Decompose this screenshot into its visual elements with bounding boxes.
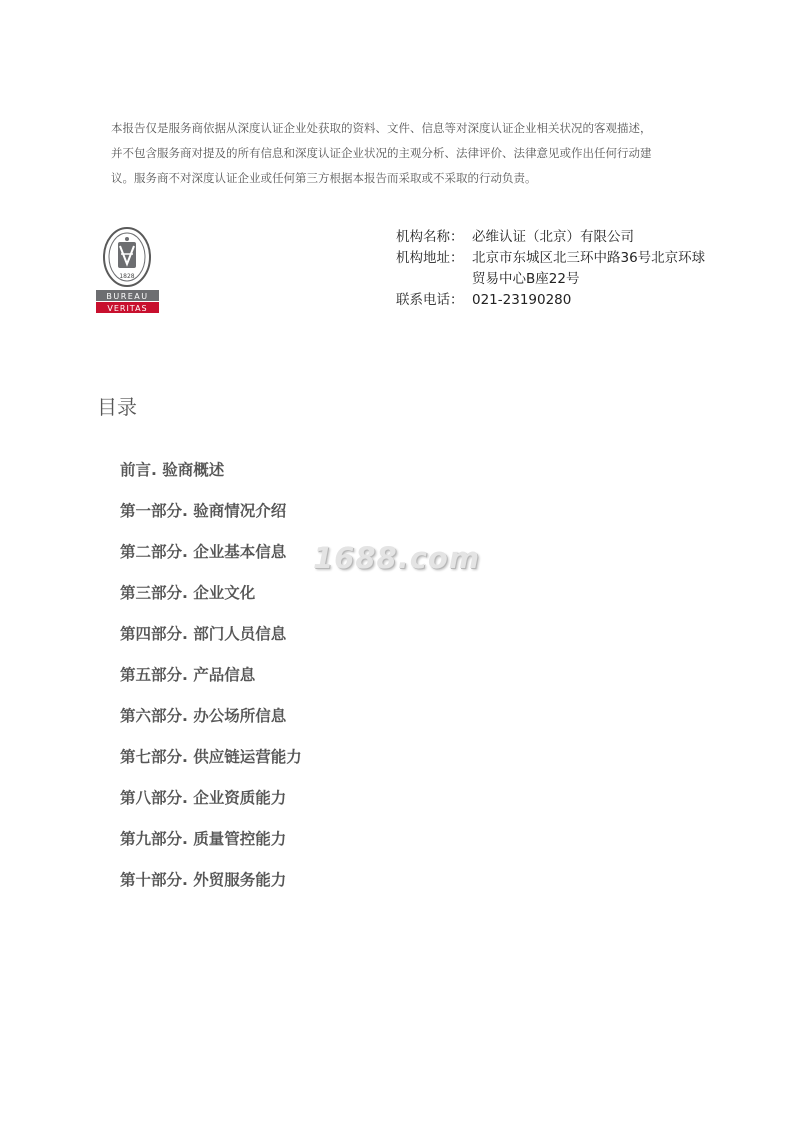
toc-item-part-2[interactable]: 第二部分. 企业基本信息 xyxy=(120,543,287,561)
disclaimer xyxy=(111,116,691,191)
logo-bottom-text: VERITAS xyxy=(107,304,148,313)
watermark-1688: 1688.com xyxy=(313,541,481,575)
toc-item-part-7[interactable]: 第七部分. 供应链运营能力 xyxy=(120,748,302,766)
toc-title: 目录 xyxy=(97,395,137,419)
toc-item-part-10[interactable]: 第十部分. 外贸服务能力 xyxy=(120,871,287,889)
logo-top-text: BUREAU xyxy=(106,292,149,301)
disclaimer-line-1: 本报告仅是服务商依据从深度认证企业处获取的资料、文件、信息等对深度认证企业相关状况的客观描述， xyxy=(111,121,652,135)
org-phone-value: 021-23190280 xyxy=(472,292,572,308)
logo-year: 1828 xyxy=(119,273,135,280)
toc-item-part-8[interactable]: 第八部分. 企业资质能力 xyxy=(120,789,287,807)
bureau-veritas-logo xyxy=(96,226,159,314)
toc-item-preface[interactable]: 前言. 验商概述 xyxy=(120,461,225,479)
org-phone-label: 联系电话： xyxy=(396,292,464,308)
org-name-value: 必维认证（北京）有限公司 xyxy=(472,229,634,245)
org-address-value: 北京市东城区北三环中路36号北京环球贸易中心B座22号 xyxy=(472,250,706,287)
org-address-row xyxy=(396,248,712,290)
toc-item-part-9[interactable]: 第九部分. 质量管控能力 xyxy=(120,830,287,848)
toc-item-part-1[interactable]: 第一部分. 验商情况介绍 xyxy=(120,502,287,520)
disclaimer-line-3: 议。服务商不对深度认证企业或任何第三方根据本报告而采取或不采取的行动负责。 xyxy=(111,171,537,185)
org-address-label: 机构地址： xyxy=(396,250,464,266)
organization-info xyxy=(396,227,712,311)
org-name-row xyxy=(396,227,712,248)
org-phone-row xyxy=(396,290,712,311)
disclaimer-line-2: 并不包含服务商对提及的所有信息和深度认证企业状况的主观分析、法律评价、法律意见或作出任何行动建 xyxy=(111,146,652,160)
toc-item-part-3[interactable]: 第三部分. 企业文化 xyxy=(120,584,256,602)
toc-item-part-6[interactable]: 第六部分. 办公场所信息 xyxy=(120,707,287,725)
toc-item-part-4[interactable]: 第四部分. 部门人员信息 xyxy=(120,625,287,643)
table-of-contents xyxy=(120,459,302,910)
org-name-label: 机构名称： xyxy=(396,229,464,245)
toc-item-part-5[interactable]: 第五部分. 产品信息 xyxy=(120,666,256,684)
